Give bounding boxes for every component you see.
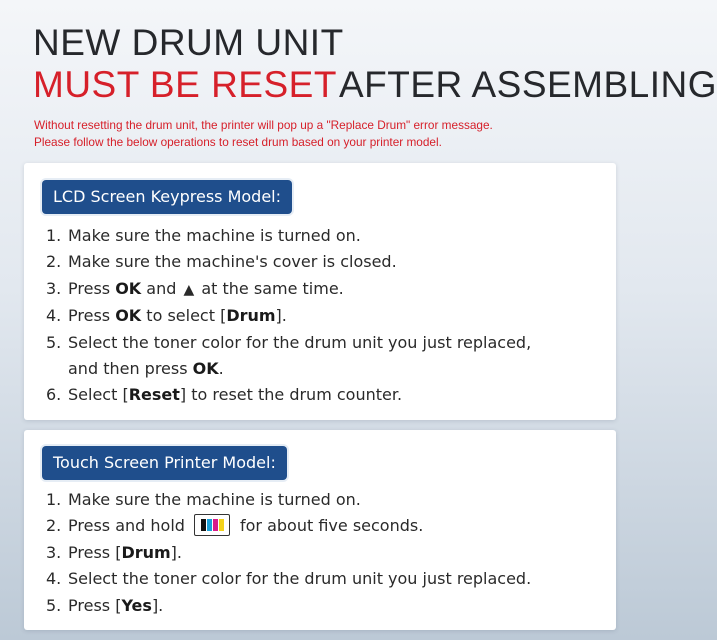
touch-step-2: 2. Press and hold for about five seconds.: [46, 513, 531, 539]
intro-line2: Please follow the below operations to reset drum based on your printer model.: [34, 135, 442, 149]
lcd-heading: LCD Screen Keypress Model:: [42, 180, 292, 214]
lcd-step-1: 1. Make sure the machine is turned on.: [46, 226, 361, 245]
lcd-step-2: 2. Make sure the machine's cover is closed.: [46, 252, 397, 272]
lcd-step-5: 5. Select the toner color for the drum unit you just replaced, and then press OK.: [46, 332, 532, 379]
up-arrow-icon: ▲: [183, 281, 195, 298]
touch-instructions-card: [24, 430, 616, 630]
touch-steps: [46, 487, 531, 619]
touch-step-4: 4. Select the toner color for the drum unit you just replaced.: [46, 569, 532, 589]
touch-heading: Touch Screen Printer Model:: [42, 446, 287, 480]
touch-step-3: 3. Press [Drum].: [46, 542, 182, 562]
lcd-step-4: 4. Press OK to select [Drum].: [46, 306, 287, 326]
headline-red-text: MUST BE RESET: [33, 64, 337, 105]
headline-line1: NEW DRUM UNIT: [33, 22, 344, 63]
lcd-steps: [46, 223, 531, 409]
toner-icon: [194, 514, 230, 536]
intro-text: [34, 117, 614, 151]
lcd-step-3: 3. Press OK and ▲ at the same time.: [46, 278, 344, 298]
touch-step-5: 5. Press [Yes].: [46, 595, 164, 615]
lcd-instructions-card: [24, 163, 616, 420]
lcd-step-6: 6. Select [Reset] to reset the drum counter.: [46, 385, 403, 405]
headline-dark-text: AFTER ASSEMBLING: [338, 64, 717, 105]
intro-line1: Without resetting the drum unit, the printer will pop up a "Replace Drum" error message.: [34, 118, 493, 132]
touch-step-1: 1. Make sure the machine is turned on.: [46, 490, 361, 509]
headline-line2: [33, 66, 717, 103]
